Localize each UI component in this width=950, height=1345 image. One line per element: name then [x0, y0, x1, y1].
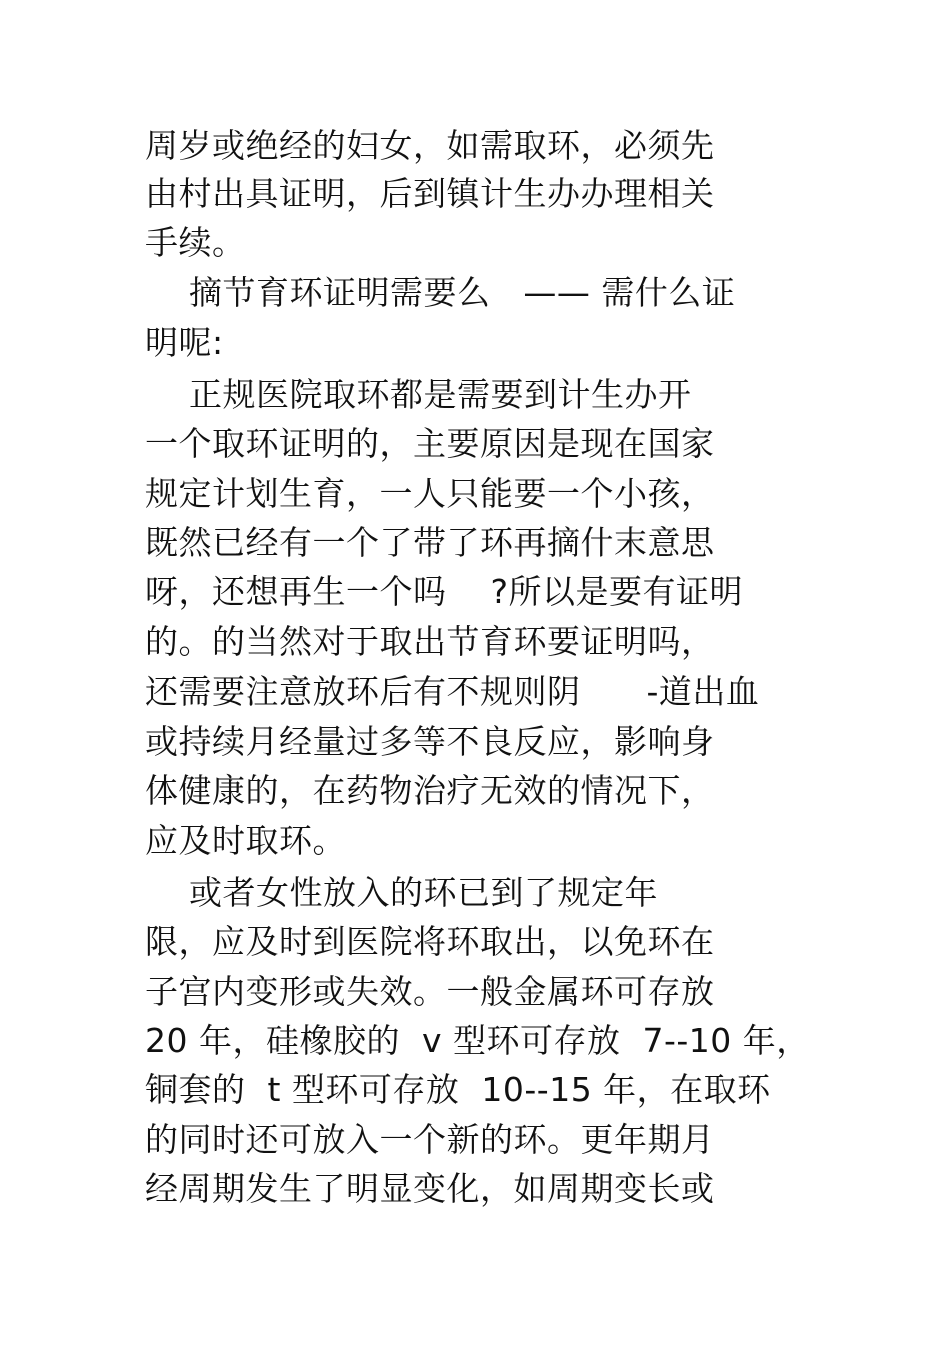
text-line: 由村出具证明，后到镇计生办办理相关	[145, 174, 715, 213]
text-line: 或持续月经量过多等不良反应，影响身	[145, 722, 715, 761]
text-line: 或者女性放入的环已到了规定年	[145, 873, 658, 912]
text-line: 呀，还想再生一个吗 ?所以是要有证明	[145, 572, 743, 611]
text-line: 应及时取环。	[145, 821, 346, 860]
text-line: 既然已经有一个了带了环再摘什末意思	[145, 523, 715, 562]
text-line: 明呢:	[145, 323, 224, 362]
text-line: 20 年，硅橡胶的 v 型环可存放 7--10 年，	[145, 1021, 810, 1060]
text-line: 体健康的，在药物治疗无效的情况下，	[145, 771, 715, 810]
text-line: 周岁或绝经的妇女，如需取环，必须先	[145, 126, 715, 165]
text-line: 子宫内变形或失效。一般金属环可存放	[145, 972, 715, 1011]
text-line: 限，应及时到医院将环取出，以免环在	[145, 922, 715, 961]
text-line: 正规医院取环都是需要到计生办开	[145, 375, 692, 414]
text-line: 经周期发生了明显变化，如周期变长或	[145, 1169, 715, 1208]
text-line: 铜套的 t 型环可存放 10--15 年，在取环	[145, 1070, 771, 1109]
text-line: 还需要注意放环后有不规则阴 -道出血	[145, 672, 760, 711]
text-line: 规定计划生育，一人只能要一个小孩，	[145, 474, 715, 513]
text-line: 一个取环证明的，主要原因是现在国家	[145, 424, 715, 463]
text-line: 手续。	[145, 223, 246, 262]
text-line: 的。的当然对于取出节育环要证明吗，	[145, 622, 715, 661]
text-line: 的同时还可放入一个新的环。更年期月	[145, 1120, 715, 1159]
text-line: 摘节育环证明需要么 —— 需什么证	[145, 273, 736, 312]
